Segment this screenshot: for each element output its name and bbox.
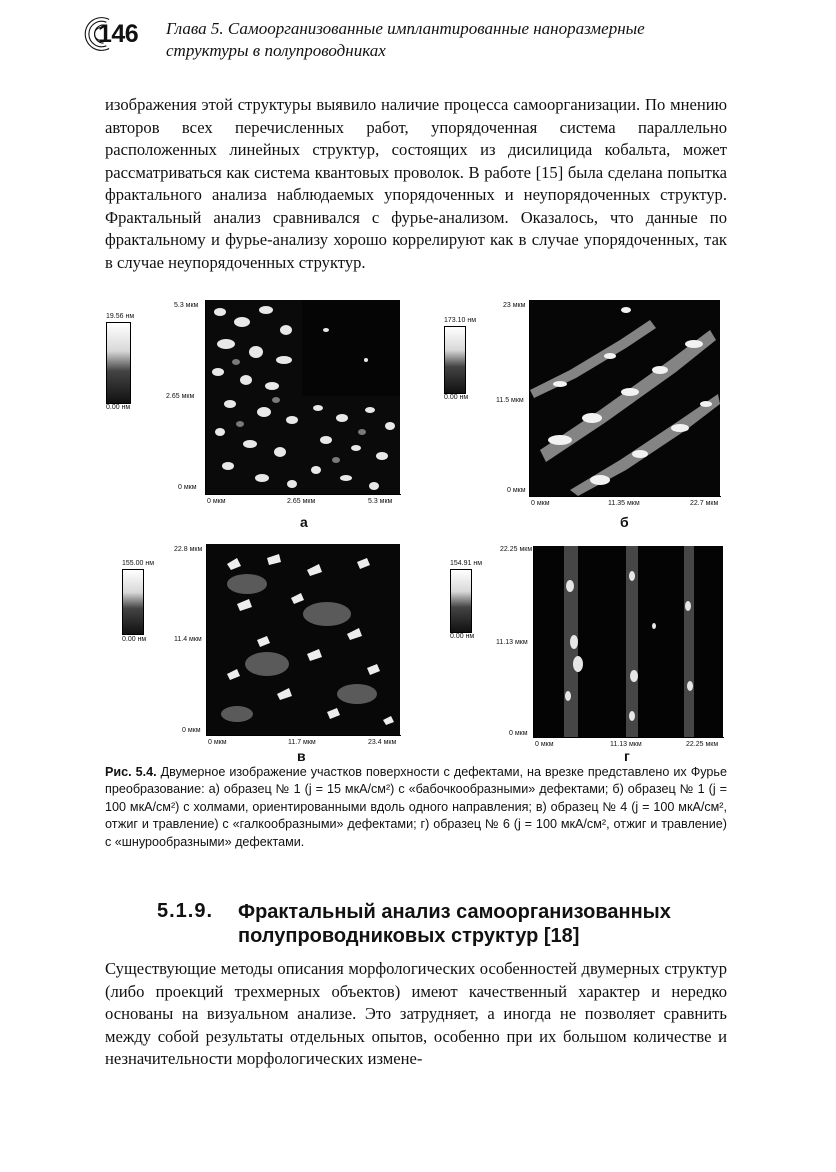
scale-top-label: 19.56 нм: [106, 313, 135, 320]
body-paragraph-2: Существующие методы описания морфологических особенностей двумерных структур (либо проекций трехмерных объектов) имеют качественный характер и нередко основаны на визуальном анализе. Это затрудняет, а иногда не позволяет сравнить между собой результаты отдельных опытов, особенно при их большом количестве и незначительности морфологических измене-: [105, 959, 727, 1068]
afm-image: [534, 546, 723, 737]
x-axis-left-label: 0 мкм: [535, 741, 554, 748]
panel-letter: а: [300, 514, 308, 530]
x-axis-left-label: 0 мкм: [207, 498, 226, 505]
scale-top-label: 173.10 нм: [444, 317, 477, 324]
x-axis-left-label: 0 мкм: [531, 500, 550, 507]
running-head-line-2: структуры в полупроводниках: [166, 41, 386, 60]
scale-top-label: 154.91 нм: [450, 560, 483, 567]
page-number: 146: [98, 20, 139, 48]
y-axis-top-label: 22.25 мкм: [500, 546, 533, 553]
y-axis-mid-label: 11.13 мкм: [496, 639, 528, 646]
scale-bottom-label: 0.00 нм: [444, 394, 469, 401]
x-axis-mid-label: 11.35 мкм: [608, 500, 640, 507]
x-axis-mid-label: 11.13 мкм: [610, 741, 642, 748]
y-axis-mid-label: 11.4 мкм: [174, 636, 202, 643]
height-scale-bar: [106, 322, 131, 404]
y-axis-mid-label: 2.65 мкм: [166, 393, 195, 400]
scale-bottom-label: 0.00 нм: [106, 404, 131, 411]
height-scale-bar: [122, 569, 144, 635]
x-axis-mid-label: 11.7 мкм: [288, 739, 316, 746]
panel-letter: г: [624, 748, 630, 764]
running-head: [166, 18, 726, 62]
x-axis-right-label: 23.4 мкм: [368, 739, 397, 746]
running-head-line-1: Глава 5. Самоорганизованные имплантированные наноразмерные: [166, 19, 645, 38]
y-axis-top-label: 22.8 мкм: [174, 546, 203, 553]
x-axis-line: [206, 735, 401, 736]
y-axis-bottom-label: 0 мкм: [507, 487, 526, 494]
x-axis-right-label: 5.3 мкм: [368, 498, 393, 505]
chapter-logo: [80, 14, 140, 64]
y-axis-bottom-label: 0 мкм: [509, 730, 528, 737]
x-axis-mid-label: 2.65 мкм: [287, 498, 316, 505]
body-paragraph-1: изображения этой структуры выявило наличие процесса самоорганизации. По мнению авторов всех перечисленных работ, упорядоченная система параллельно расположенных линейных структур, состоящих из дисилицида кобальта, может рассматриваться как система квантовых проволок. В работе [15] была сделана попытка фрактального анализа наблюдаемых упорядоченных и неупорядоченных структур. Фрактальный анализ сравнивался с фурье-анализом. Оказалось, что данные по фрактальному и фурье-анализу хорошо коррелируют как в случае упорядоченных, так в случае неупорядоченных структур.: [105, 95, 727, 272]
x-axis-line: [533, 737, 724, 738]
section-number: 5.1.9.: [157, 900, 214, 922]
panel-letter: б: [620, 514, 629, 530]
scale-top-label: 155.00 нм: [122, 560, 155, 567]
y-axis-bottom-label: 0 мкм: [182, 727, 201, 734]
x-axis-line: [205, 494, 401, 495]
height-scale-bar: [444, 326, 466, 394]
section-title: Фрактальный анализ самоорганизованных полупроводниковых структур [18]: [238, 901, 671, 947]
x-axis-right-label: 22.25 мкм: [686, 741, 719, 748]
afm-image: [207, 544, 400, 735]
height-scale-bar: [450, 569, 472, 633]
x-axis-line: [529, 496, 721, 497]
afm-image: [206, 300, 400, 494]
y-axis-bottom-label: 0 мкм: [178, 484, 197, 491]
x-axis-left-label: 0 мкм: [208, 739, 227, 746]
panel-letter: в: [297, 748, 306, 764]
caption-label: Рис. 5.4.: [105, 765, 157, 779]
x-axis-right-label: 22.7 мкм: [690, 500, 719, 507]
y-axis-mid-label: 11.5 мкм: [496, 397, 524, 404]
scale-bottom-label: 0.00 нм: [450, 633, 475, 640]
afm-image: [530, 300, 720, 496]
figure-caption: [105, 764, 727, 851]
scale-bottom-label: 0.00 нм: [122, 636, 147, 643]
y-axis-top-label: 23 мкм: [503, 302, 526, 309]
y-axis-top-label: 5.3 мкм: [174, 302, 199, 309]
caption-text: Двумерное изображение участков поверхности с дефектами, на врезке представлено их Фурье преобразование: а) образец № 1 (j = 15 мкА/см²) с «бабочкообразными» дефектами; б) образец № 1 (j = 100 мкА/см²) с холмами, ориентированными вдоль одного направления; в) образец № 4 (j = 100 мкА/см², отжиг и травление) с «галкообразными» дефектами; г) образец № 6 (j = 100 мкА/см², отжиг и травление) с «шнурообразными» дефектами.: [105, 765, 727, 849]
